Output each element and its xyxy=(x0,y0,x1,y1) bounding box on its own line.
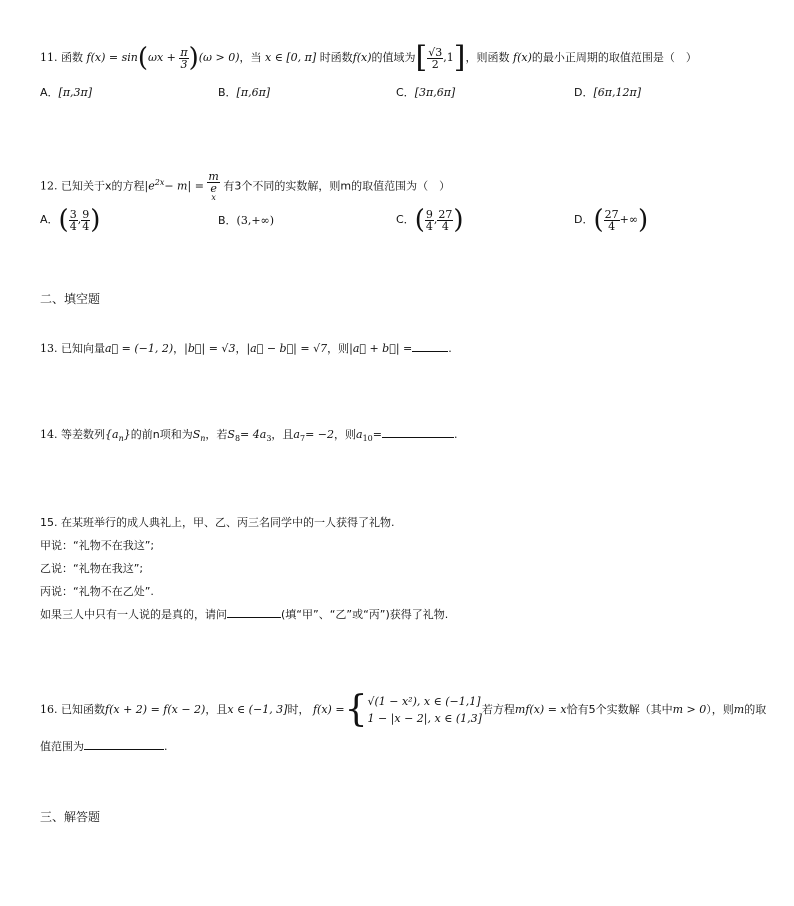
q12-option-a[interactable]: A．( $\frac{3}{4}$ , $\frac{9}{4}$ ) xyxy=(40,205,101,235)
q12-option-d[interactable]: D．( $\frac{27}{4}$ +∞) xyxy=(574,205,649,235)
q16-piecewise-brace: { xyxy=(344,689,368,730)
q13-stem: 13. 已知向量a⃗ = (−1, 2)，|b⃗| = √3，|a⃗ − b⃗| = √7，则|a⃗ + b⃗| = . xyxy=(40,342,452,355)
q15-statement-jia: 甲说：“礼物不在我这”; xyxy=(40,539,155,552)
q11-option-c[interactable]: C．[3π,6π] xyxy=(396,86,456,99)
q11-option-d[interactable]: D．[6π,12π] xyxy=(574,86,642,99)
q11-option-a[interactable]: A．[π,3π] xyxy=(40,86,93,99)
q12-option-c[interactable]: C．( $\frac{9}{4}$ , $\frac{27}{4}$ ) xyxy=(396,205,464,235)
q14-number: 14. xyxy=(40,428,58,441)
q16-continuation: 值范围为 . xyxy=(40,740,168,753)
q11-option-b[interactable]: B．[π,6π] xyxy=(218,86,271,99)
q16-stem: 16. 已知函数f(x + 2) = f(x − 2)，且x ∈ (−1, 3]时， f(x) ={ √(1 − x²), x ∈ (−1,1] 1 − |x − 2|, x ∈ (1,3] 若方程mf(x) = x恰有5个实数解（其中m > 0），则m的取 xyxy=(40,689,767,730)
q12-stem: 12. 已知关于x的方程$|e^{2x}- m|$ = m e x 有3个不同的实数解，则m的取值范围为（ ） xyxy=(40,170,451,203)
q11-pi-over-3: $\frac{\pi}{3}$ xyxy=(180,45,188,71)
q15-question: 如果三人中只有一人说的是真的，请问 (填“甲”、“乙”或“丙”)获得了礼物. xyxy=(40,608,449,621)
q16-number: 16. xyxy=(40,703,58,716)
q11-domain: x ∈ [0, π] xyxy=(265,51,317,64)
q12-fraction: m e x xyxy=(208,170,219,203)
q15-answer-blank[interactable] xyxy=(227,607,281,618)
q15-statement-bing: 丙说：“礼物不在乙处”. xyxy=(40,585,154,598)
q11-function: f(x) = sin xyxy=(86,51,138,64)
section-title-solve: 三、解答题 xyxy=(40,810,101,824)
q12-number: 12. xyxy=(40,179,58,193)
q15-statement-yi: 乙说：“礼物在我这”; xyxy=(40,562,144,575)
q13-number: 13. xyxy=(40,342,58,355)
q11-stem: 11. 函数 f(x) = sin(ωx + $\frac{\pi}{3}$ )(ω > 0)，当 x ∈ [0, π] 时函数f(x)的值域为[ $\frac{√3}{2}$ ,1]，则函数 f(x)的最小正周期的取值范围是（ ） xyxy=(40,40,697,75)
q12-option-b[interactable]: B．(3,+∞) xyxy=(218,214,275,227)
q15-stem: 15. 在某班举行的成人典礼上，甲、乙、丙三名同学中的一人获得了礼物. xyxy=(40,516,395,529)
q11-number: 11. xyxy=(40,51,58,64)
q11-range-fraction: $\frac{√3}{2}$ xyxy=(428,45,443,71)
q16-answer-blank[interactable] xyxy=(84,739,164,750)
section-title-fill-in: 二、填空题 xyxy=(40,292,101,306)
q13-answer-blank[interactable] xyxy=(412,341,448,352)
q14-stem: 14. 等差数列$\{a_n\}$的前n项和为$S_n$，若$S_8= 4a_3$，且$a_7= -2$，则$a_{10}=$ . xyxy=(40,428,458,444)
q16-piecewise-cases: √(1 − x²), x ∈ (−1,1] 1 − |x − 2|, x ∈ (1,3] xyxy=(367,695,482,725)
q14-answer-blank[interactable] xyxy=(382,427,454,438)
